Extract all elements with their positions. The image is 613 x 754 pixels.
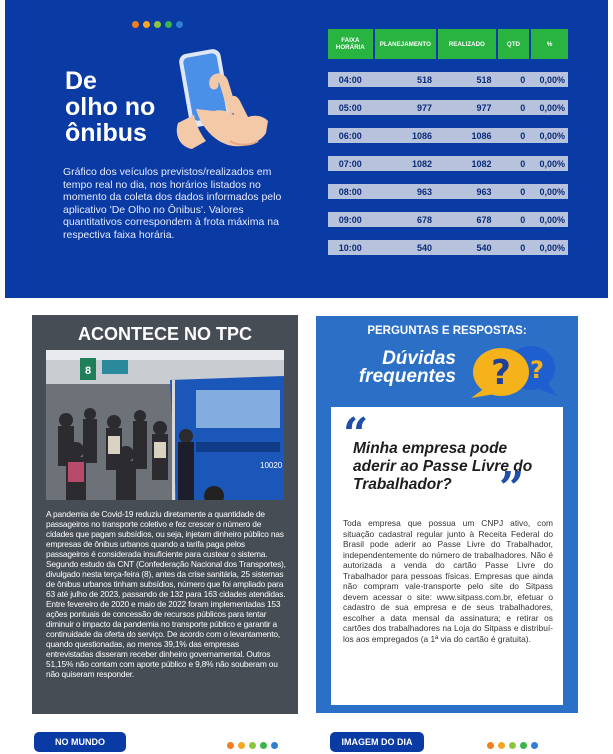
- table-row: [328, 240, 568, 255]
- table-cell: 0: [520, 158, 526, 169]
- table-row: [328, 100, 568, 115]
- table-cell: 0,00%: [539, 242, 565, 253]
- table-cell: 08:00: [338, 186, 362, 197]
- table-cell: 10:00: [338, 242, 362, 253]
- table-cell: 0,00%: [539, 102, 565, 113]
- faq-card: [331, 407, 563, 705]
- table-cell: 518: [417, 74, 433, 85]
- header-cell: %: [531, 29, 568, 59]
- table-body: [328, 72, 568, 255]
- table-cell: 0: [520, 102, 526, 113]
- table-header: [328, 29, 568, 59]
- table-row: [328, 72, 568, 87]
- bus-number: 10020: [260, 461, 283, 470]
- table-cell: 518: [476, 74, 492, 85]
- table-cell: 1082: [412, 158, 433, 169]
- dot-blue: [271, 742, 278, 749]
- table-cell: 0,00%: [539, 158, 565, 169]
- table-cell: 0: [520, 130, 526, 141]
- table-cell: 0: [520, 74, 526, 85]
- dot-amber: [498, 742, 505, 749]
- news-panel: [32, 315, 298, 714]
- title-line: olho no: [65, 93, 156, 121]
- table-cell: 0,00%: [539, 214, 565, 225]
- title-line: De: [65, 67, 97, 95]
- table-cell: 0: [520, 186, 526, 197]
- table-cell: 1086: [471, 130, 492, 141]
- dot-orange: [227, 742, 234, 749]
- dot-green: [260, 742, 267, 749]
- faq-answer: Toda empresa que possua um CNPJ ativo, com situação cadastral regular junto à Receita Federal do Brasil pode aderir ao Passe Livre do Trabalhador, independentemente do número de trabalhadores. Não é autorizada a venda do cartão Passe Livre do Trabalhador para pessoas físicas. Empresas que ainda não compram vale-transporte pelo site do Sitpass devem acessar o site: www.sitpass.com.br, efetuar o cadastro de sua empresa e de seus trabalhadores, escolher a data mensal da assinatura; e retirar os cartões dos trabalhadores na Loja do Sitpass e distribuí-los aos empregados (a 1ª via do cartão é gratuita).: [343, 518, 553, 644]
- table-cell: 540: [476, 242, 492, 253]
- dot-lime: [509, 742, 516, 749]
- table-row: [328, 184, 568, 199]
- table-cell: 1082: [471, 158, 492, 169]
- table-cell: 540: [417, 242, 433, 253]
- dot-green: [165, 21, 172, 28]
- dot-amber: [143, 21, 150, 28]
- table-cell: 0,00%: [539, 130, 565, 141]
- dot-lime: [154, 21, 161, 28]
- dot-orange: [132, 21, 139, 28]
- table-cell: 963: [476, 186, 492, 197]
- dot-green: [520, 742, 527, 749]
- decorative-dots: [132, 21, 183, 28]
- platform-sign: 8: [84, 365, 92, 377]
- faq-title: [336, 350, 456, 386]
- dot-blue: [531, 742, 538, 749]
- table-cell: 0: [520, 242, 526, 253]
- table-cell: 0,00%: [539, 74, 565, 85]
- table-cell: 977: [417, 102, 433, 113]
- svg-text:?: ?: [530, 356, 544, 384]
- fleet-panel: [5, 0, 608, 298]
- faq-kicker: PERGUNTAS E RESPOSTAS:: [367, 325, 527, 337]
- header-cell: REALIZADO: [438, 29, 496, 59]
- dot-blue: [176, 21, 183, 28]
- faq-title-line: frequentes: [358, 366, 456, 387]
- imagem-do-dia-button[interactable]: IMAGEM DO DIA: [330, 732, 424, 752]
- fleet-table: [328, 29, 568, 255]
- table-cell: 07:00: [338, 158, 362, 169]
- table-row: [328, 212, 568, 227]
- dot-orange: [487, 742, 494, 749]
- faq-panel: [316, 316, 578, 713]
- question-bubbles-icon: [461, 342, 559, 400]
- decorative-dots: [227, 742, 278, 749]
- table-cell: 09:00: [338, 214, 362, 225]
- panel-description: Gráfico dos veículos previstos/realizados em tempo real no dia, nos horários listados no momento da coleta dos dados informados pelo aplicativo 'De Olho no Ônibus'. Valores quantitativos correspondem à frota máxima na respectiva faixa horária.: [63, 166, 282, 241]
- table-cell: 0,00%: [539, 186, 565, 197]
- table-row: [328, 128, 568, 143]
- header-cell: FAIXA HORÁRIA: [328, 29, 373, 59]
- decorative-dots: [487, 742, 538, 749]
- bus-terminal-photo: [46, 350, 284, 500]
- table-cell: 04:00: [338, 74, 362, 85]
- table-cell: 977: [476, 102, 492, 113]
- no-mundo-button[interactable]: NO MUNDO: [34, 732, 126, 752]
- svg-text:?: ?: [491, 353, 511, 393]
- table-row: [328, 156, 568, 171]
- table-cell: 678: [417, 214, 433, 225]
- open-quote-mark: “: [343, 409, 369, 460]
- dot-amber: [238, 742, 245, 749]
- title-line: ônibus: [65, 119, 147, 147]
- table-cell: 05:00: [338, 102, 362, 113]
- faq-question: Minha empresa pode aderir ao Passe Livre do Trabalhador?: [353, 440, 533, 493]
- table-cell: 06:00: [338, 130, 362, 141]
- hand-phone-icon: [170, 45, 272, 155]
- header-cell: QTD: [498, 29, 530, 59]
- table-cell: 0: [520, 214, 526, 225]
- close-quote-mark: ”: [499, 463, 525, 514]
- table-cell: 1086: [412, 130, 433, 141]
- table-cell: 678: [476, 214, 492, 225]
- dot-lime: [249, 742, 256, 749]
- news-title: ACONTECE NO TPC: [77, 324, 252, 344]
- header-cell: PLANEJAMENTO: [375, 29, 436, 59]
- faq-title-line: Dúvidas: [382, 348, 456, 369]
- table-cell: 963: [417, 186, 433, 197]
- news-body: A pandemia de Covid-19 reduziu diretamente a quantidade de passageiros no transporte coletivo e fez crescer o número de cidades que pagam subsídios, ou seja, injetam dinheiro público nas empresas de ônibus urbanos quando a tarifa paga pelos passageiros é considerada insuficiente para custear o sistema. Segundo estudo da CNT (Confederação Nacional dos Transportes), divulgado nesta terça-feira (8), antes da crise sanitária, 25 sistemas de ônibus urbanos tinham subsídios, número que foi ampliado para 63 até julho de 2023, passando de 132 para 163 cidades atendidas. Entre fevereiro de 2020 e maio de 2022 foram implementadas 153 ações pontuais de concessão de recursos públicos para tentar diminuir o impacto da pandemia no transporte público e garantir a continuidade da oferta do serviço. De acordo com o levantamento, quando questionadas, ao menos 39,1% das empresas entrevistadas disseram receber dinheiro governamental. Outros 51,15% não contam com aporte público e 9,8% não souberam ou não quiseram responder.: [46, 509, 286, 679]
